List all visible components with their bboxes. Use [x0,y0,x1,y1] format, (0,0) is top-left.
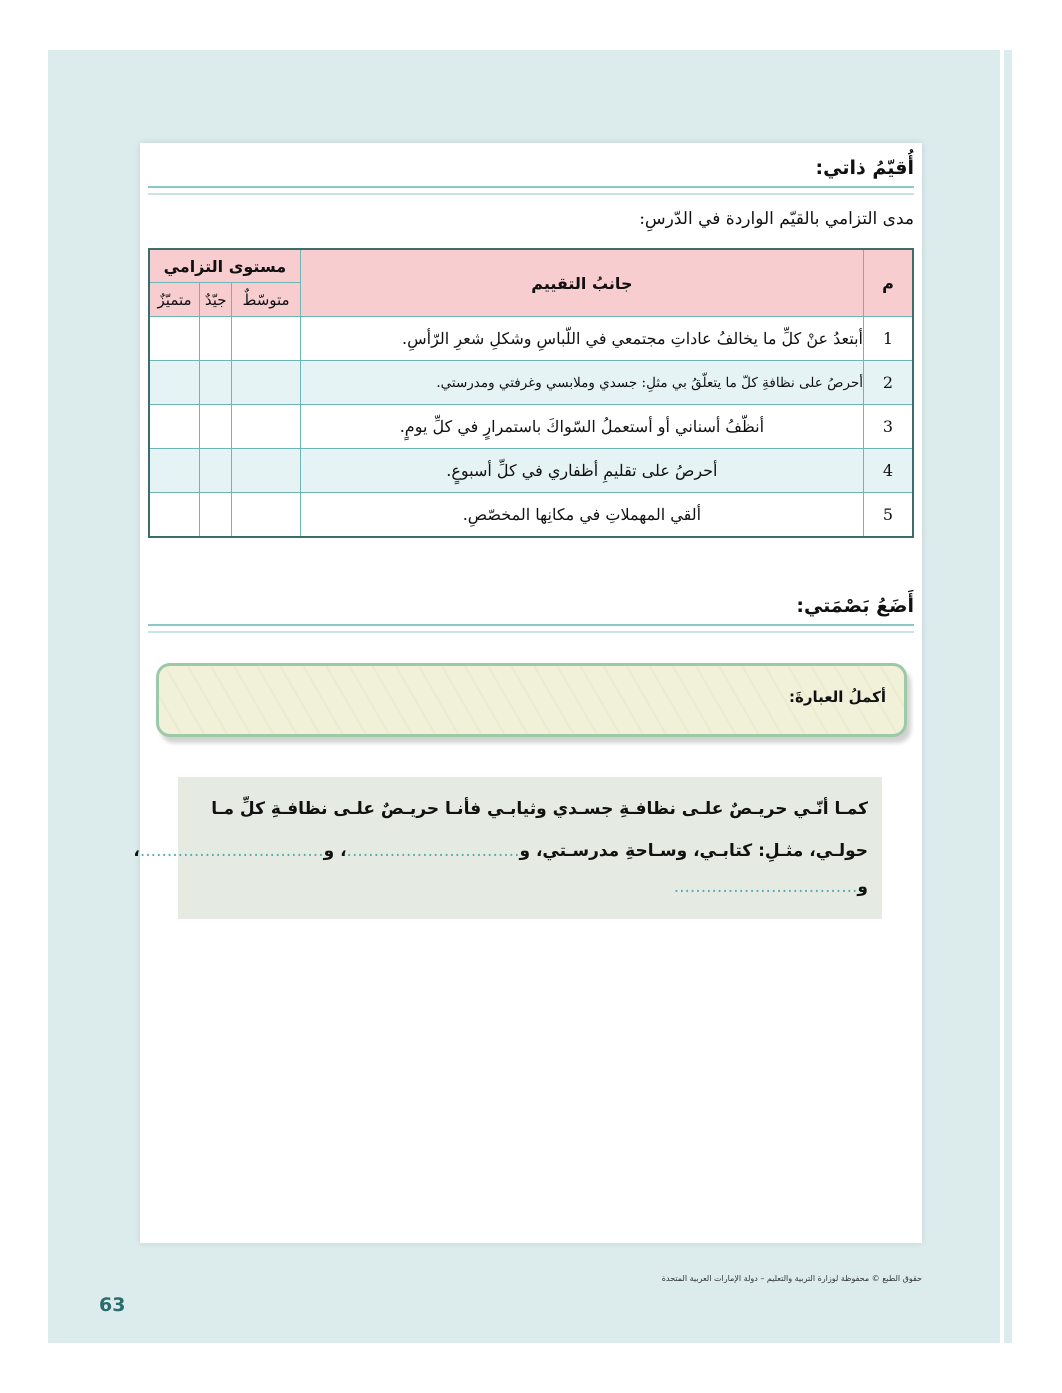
worksheet-card [133,143,922,1243]
page-number: 63 [99,1294,126,1316]
row-text: أنظّفُ أسناني أو أستعملُ السّواكَ باستمرارٍ في كلِّ يومٍ. [300,405,863,449]
self-assessment-table [148,248,914,538]
fill-line-2 [133,841,868,861]
check-cell-good[interactable] [200,449,232,493]
check-cell-excellent[interactable] [149,361,200,405]
row-number: 2 [864,361,914,405]
table-row [149,361,913,405]
check-cell-average[interactable] [232,361,300,405]
table-row [149,449,913,493]
check-cell-good[interactable] [200,317,232,361]
table-row [149,317,913,361]
fill-line-2-comma: ، [133,841,140,861]
row-text: أحرصُ على تقليمِ أظفاري في كلِّ أسبوعٍ. [300,449,863,493]
fill-in-box [133,777,882,919]
check-cell-excellent[interactable] [149,449,200,493]
check-cell-good[interactable] [200,493,232,537]
row-text: أبتعدُ عنْ كلِّ ما يخالفُ عاداتِ مجتمعي في اللّباسِ وشكلِ شعرِ الرّأسِ. [300,317,863,361]
header-aspect: جانبُ التقييم [300,249,863,317]
row-number: 1 [864,317,914,361]
fill-line-2-conj: ، و [323,841,347,861]
page-edge-strip [1004,50,1012,1343]
blank-field-3[interactable]: .................................. [673,877,858,897]
header-commitment-level: مستوى التزامي [149,249,300,283]
blank-field-1[interactable]: ................................ [346,841,520,861]
row-number: 5 [864,493,914,537]
row-text: أحرصُ على نظافةِ كلّ ما يتعلّقُ بي مثلِ: جسدي وملابسي وغرفتي ومدرستي. [300,361,863,405]
blank-field-2[interactable]: .................................. [139,841,324,861]
check-cell-average[interactable] [232,317,300,361]
section-divider [148,624,914,633]
copyright-footer: حقوق الطبع © محفوظة لوزارة التربية والتعليم – دولة الإمارات العربية المتحدة [661,1274,922,1283]
self-assessment-title: أُقيّمُ ذاتي: [815,157,914,179]
fill-line-3-text: و [857,877,868,897]
row-text: ألقي المهملاتِ في مكانِها المخصّصِ. [300,493,863,537]
check-cell-average[interactable] [232,493,300,537]
check-cell-excellent[interactable] [149,493,200,537]
check-cell-good[interactable] [200,405,232,449]
table-row [149,493,913,537]
header-level-average: متوسّطٌ [232,283,300,317]
fill-line-3 [192,877,868,897]
title-divider [148,186,914,195]
check-cell-average[interactable] [232,405,300,449]
check-cell-good[interactable] [200,361,232,405]
row-number: 4 [864,449,914,493]
check-cell-excellent[interactable] [149,317,200,361]
table-row [149,405,913,449]
header-number: م [864,249,914,317]
fill-line-2-text: حولـي، مثـلِ: كتابـي، وسـاحةِ مدرسـتي، و [519,841,868,861]
instruction-banner [156,663,907,737]
assessment-intro: مدى التزامي بالقيّم الواردة في الدّرسِ: [639,209,914,229]
fill-line-1: كمـا أنّـي حريـصٌ علـى نظافـةِ جسـدي وثيابـي فأنـا حريـصٌ علـى نظافـةِ كلِّ مـا [211,799,868,819]
banner-label: أكملُ العبارةَ: [788,688,886,706]
check-cell-excellent[interactable] [149,405,200,449]
row-number: 3 [864,405,914,449]
my-mark-title: أَضَعُ بَصْمَتي: [796,595,914,617]
header-level-excellent: متميّزٌ [149,283,200,317]
header-level-good: جيّدٌ [200,283,232,317]
check-cell-average[interactable] [232,449,300,493]
